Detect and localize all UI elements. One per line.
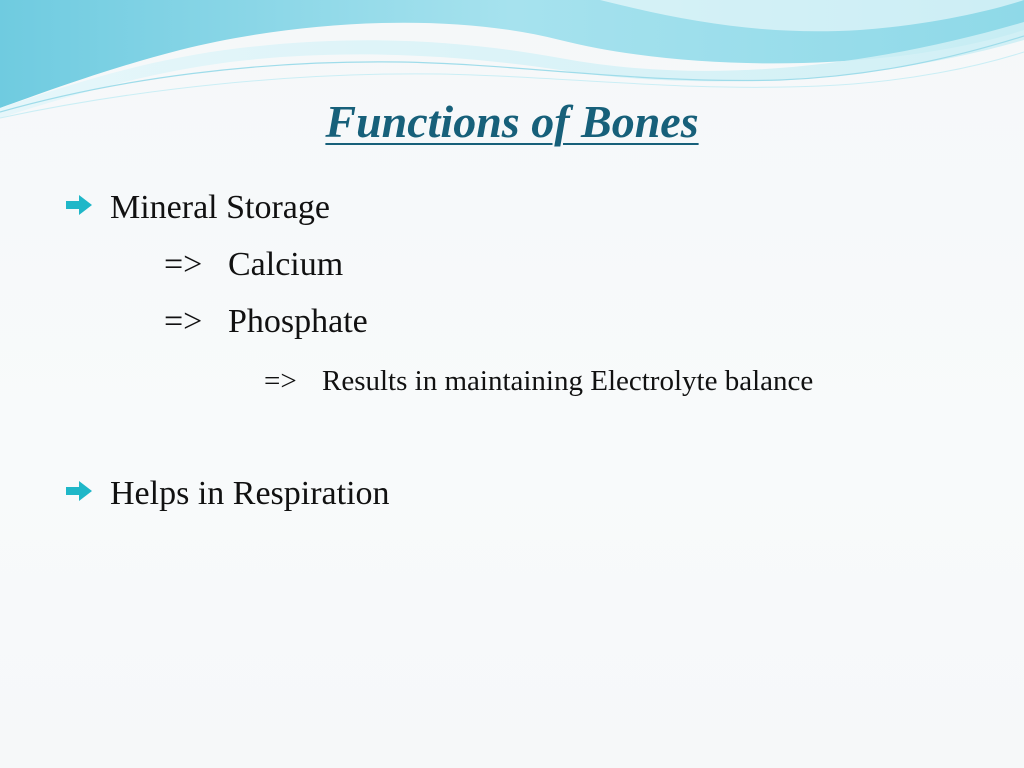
bullet-item-mineral-storage — [64, 188, 330, 228]
bullet-text: Helps in Respiration — [110, 475, 390, 512]
note-text: Results in maintaining Electrolyte balance — [322, 365, 814, 397]
implies-symbol: => — [164, 303, 203, 340]
implies-symbol: => — [264, 365, 297, 397]
bullet-text: Mineral Storage — [110, 189, 330, 226]
bullet-item-respiration — [64, 474, 390, 514]
arrow-right-icon — [64, 194, 94, 216]
sub-item-text: Calcium — [228, 246, 344, 283]
sub-item-text: Phosphate — [228, 303, 368, 340]
slide-title: Functions of Bones — [325, 96, 699, 147]
sub-item-phosphate — [164, 302, 368, 342]
implies-symbol: => — [164, 246, 203, 283]
note-electrolyte-balance — [264, 363, 813, 399]
sub-item-calcium — [164, 245, 343, 285]
arrow-right-icon — [64, 480, 94, 502]
